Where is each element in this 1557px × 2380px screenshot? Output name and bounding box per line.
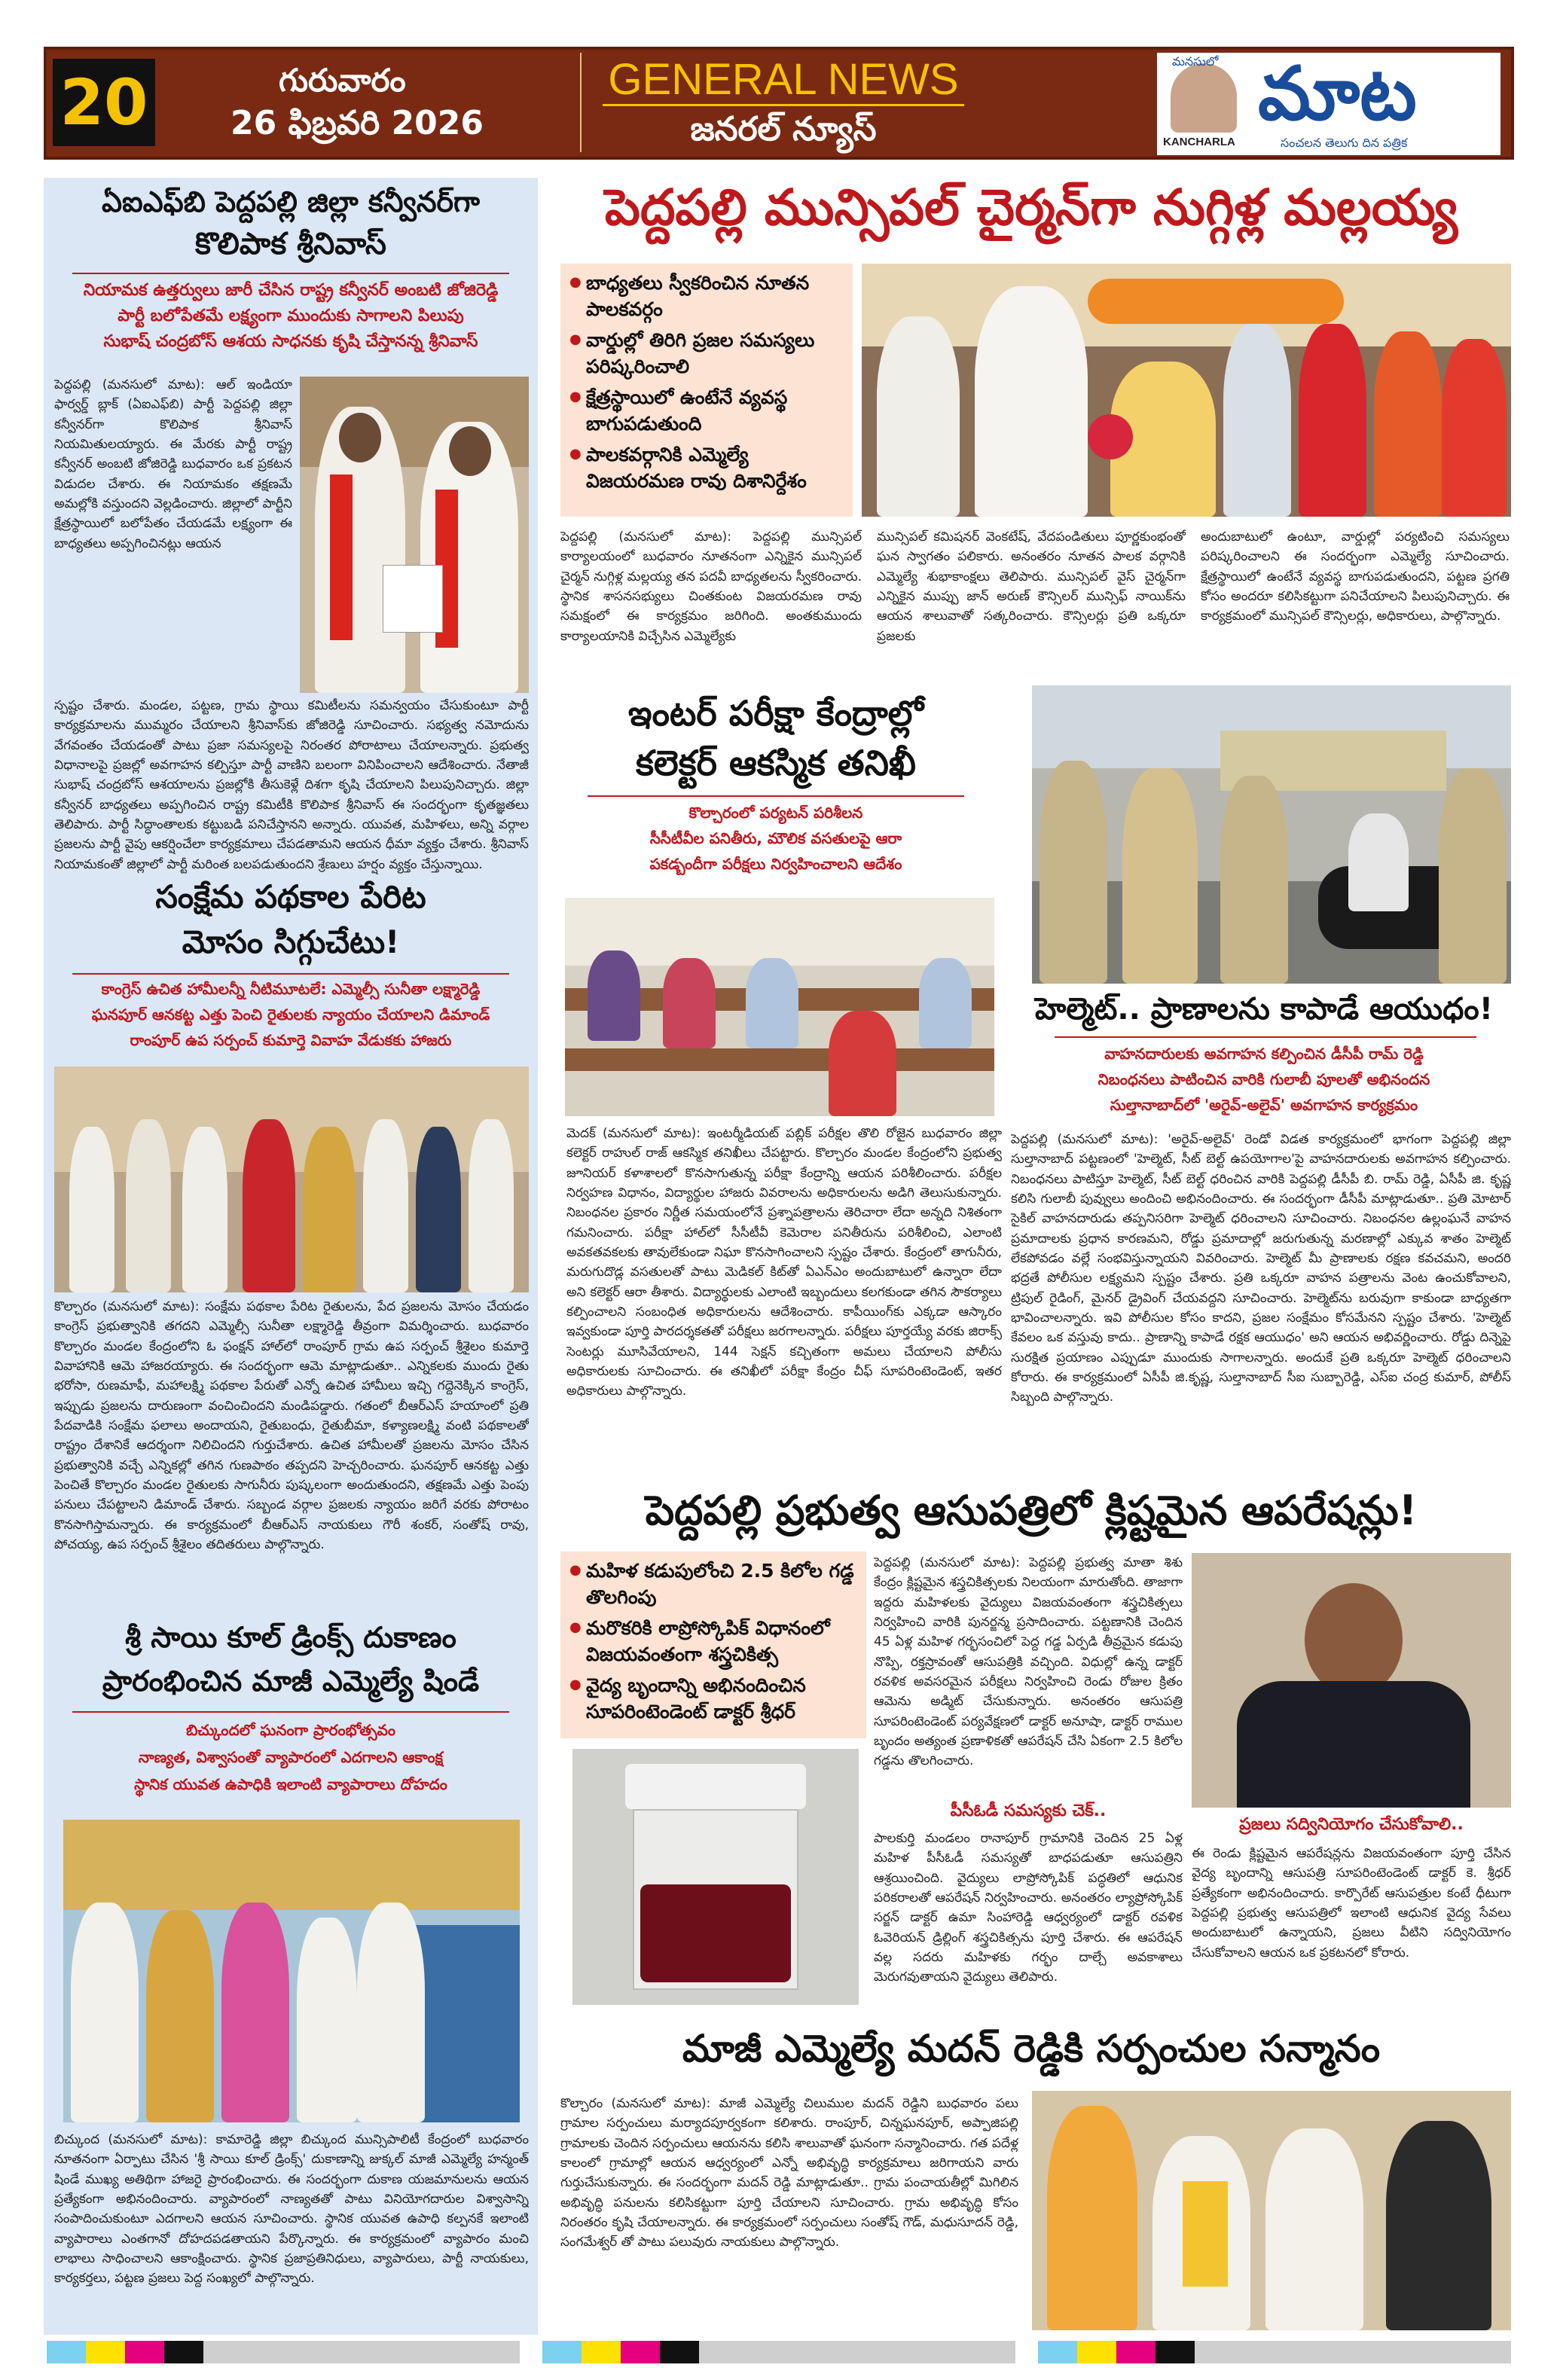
color-registration-mark: [699, 2341, 1015, 2363]
color-registration-mark: [542, 2341, 582, 2363]
a5-body: మెదక్ (మనసులో మాట): ఇంటర్మీడియట్ పబ్లిక్ పరీక్షల తొలి రోజైన బుధవారం జిల్లా కలెక్టర్ రాహుల్ రాజ్ ఆకస్మిక తనిఖీలు చేపట్టారు. కొల్చారం మండల కేంద్రంలోని ప్రభుత్వ జూనియర్ కళాశాలలో కొనసాగుతున్న పరీక్షా కేంద్రాన్ని ఆయన పరిశీలించారు. పరీక్షల నిర్వహణ విధానం, విద్యార్థుల హాజరు వివరాలను అధికారులను అడిగి తెలుసుకున్నారు. నిబంధనల ప్రకారం నిర్ణీత సమయంలోనే ప్రశ్నాపత్రాలను తెరిచారా లేదా అన్నది నిశితంగా గమనించారు. పరీక్షా హాల్‌లో సీసీటీవీ కెమెరాల పనితీరును పరిశీలించి, ఎలాంటి అవకతవకలకు తావులేకుండా నిఘా కొనసాగించాలని స్పష్టం చేశారు. కేంద్రంలో తాగునీరు, మరుగుదొడ్ల వసతులతో పాటు మెడికల్ కిట్‌తో ఏఎన్‌ఎం అందుబాటులో ఉన్నారా లేదా అని కలెక్టర్ ఆరా తీశారు. విద్యార్థులకు ఎలాంటి ఇబ్బందులు కలగకుండా తగిన సౌకర్యాలు కల్పించాలని సంబంధిత అధికారులను ఆదేశించారు. కాపీయింగ్‌కు ఎక్కడా ఆస్కారం ఇవ్వకుండా పూర్తి పారదర్శకతతో పరీక్షలు జరగాలన్నారు. పరీక్షలు పూర్తయ్యే వరకు జిరాక్స్ సెంటర్లు మూసివేయాలని, 144 సెక్షన్ కచ్చితంగా అమలు చేయాలని పోలీసు అధికారులకు సూచించారు. ఈ తనిఖీలో పరీక్షా కేంద్రం చీఫ్ సూపరింటెండెంట్, ఇతర అధికారులు పాల్గొన్నారు.: [566, 1126, 1002, 1399]
a4-title: పెద్దపల్లి మున్సిపల్ చైర్మన్‌గా నుగ్గిళ్ల మల్లయ్య: [604, 178, 1458, 236]
a6-body: పెద్దపల్లి (మనసులో మాట): 'అరైవ్-అలైవ్' రెండో విడత కార్యక్రమంలో భాగంగా పెద్దపల్లి జిల్లా సుల్తానాబాద్ పట్టణంలో 'హెల్మెట్, సీట్ బెల్ట్ ఉపయోగాల'పై వాహనదారులకు అవగాహన కల్పించారు. నిబంధనలు పాటిస్తూ హెల్మెట్, సీట్ బెల్ట్ ధరించిన వారికి పెద్దపల్లి డీసీపీ బి. రామ్ రెడ్డి, ఏసీపీ జి. కృష్ణ కలిసి గులాబీ పువ్వులు అందించి అభినందించారు. ఈ సందర్భంగా డీసీపీ మాట్లాడుతూ.. ప్రతి మోటార్ సైకిల్ వాహనదారుడు తప్పనిసరిగా హెల్మెట్ ధరించాలని సూచించారు. నిబంధనల ఉల్లంఘనే వాహన ప్రమాదాలకు ప్రధాన కారణమని, రోడ్డు ప్రమాదాల్లో జరుగుతున్న మరణాల్లో ఎక్కువ శాతం హెల్మెట్ లేకపోవడం వల్లే సంభవిస్తున్నాయని వివరించారు. హెల్మెట్ మీ ప్రాణాలకు రక్షణ కవచమని, అందరి భద్రతే పోలీసుల లక్ష్యమని స్పష్టం చేశారు. ప్రతి ఒక్కరూ వాహన పత్రాలను వెంట ఉంచుకోవాలని, ట్రిపుల్ రైడింగ్, మైనర్ డ్రైవింగ్ చేయవద్దని సూచించారు. హెల్మెట్‌ను బరువుగా కాకుండా బాధ్యతగా భావించాలన్నారు. ఇవి పోలీసుల కోసం కాదని, ప్రజల సంక్షేమం కోసమేనని స్పష్టం చేశారు. 'హెల్మెట్ కేవలం ఒక వస్తువు కాదు.. ప్రాణాన్ని కాపాడే రక్షక ఆయుధం' అని ఆయన అభివర్ణించారు. రోడ్డు దిన్నెపై సురక్షిత ప్రయాణం ఎప్పుడూ ముందుకు సాగాలన్నారు. అందుకే ప్రతి ఒక్కరూ హెల్మెట్ ధరించాలని కోరారు. ఈ కార్యక్రమంలో ఏసీపీ జి.కృష్ణ, సుల్తానాబాద్ సీఐ సుబ్బారెడ్డి, ఎస్‌ఐ చంద్ర కుమార్, పోలీస్ సిబ్బంది పాల్గొన్నారు.: [1011, 1132, 1511, 1405]
a7-bullet: ● మరొకరికి లాప్రోస్కోపిక్ విధానంలో విజయవంతంగా శస్త్రచికిత్స: [569, 1615, 857, 1668]
a7-doctor-photo: [1192, 1553, 1511, 1808]
paper-owner: KANCHARLA: [1163, 136, 1235, 148]
a7-title: పెద్దపల్లి ప్రభుత్వ ఆసుపత్రిలో క్లిష్టమైన ఆపరేషన్లు!: [645, 1487, 1418, 1534]
color-registration-mark: [660, 2341, 699, 2363]
a2-title-1: సంక్షేమ పథకాల పేరిట: [155, 878, 426, 915]
color-registration-mark: [1116, 2341, 1156, 2363]
a6-sub-1: వాహనదారులకు అవగాహన కల్పించిన డీసీపీ రామ్ రెడ్డి: [1104, 1045, 1424, 1063]
a7-body-3: ఈ రెండు క్లిష్టమైన ఆపరేషన్లను విజయవంతంగా పూర్తి చేసిన వైద్య బృందాన్ని ఆసుపత్రి సూపరింటెండెంట్ డాక్టర్ కె. శ్రీధర్ ప్రత్యేకంగా అభినందించారు. కార్పొరేట్ ఆసుపత్రుల కంటే ధీటుగా పెద్దపల్లి ప్రభుత్వ ఆసుపత్రిలో ఇలాంటి ఆధునిక వైద్య సేవలు అందుబాటులో ఉన్నాయని, ప్రజలు వీటిని సద్వినియోగం చేసుకోవాలని ఆయన ఒక ప్రకటనలో కోరారు.: [1192, 1846, 1511, 1960]
a4-body-2: మున్సిపల్ కమిషనర్ వెంకటేష్, వేదపండితులు పూర్ణకుంభంతో ఘన స్వాగతం పలికారు. అనంతరం నూతన పాలక వర్గానికి ఎమ్మెల్యే శుభాకాంక్షలు తెలిపారు. మున్సిపల్ వైస్ చైర్మన్‌గా ఎన్నికైన ముప్పు జాన్ అరుణ్ కౌన్సిలర్ మున్సిఫ్ నాయిక్‌ను ఆయన శాలువాతో సత్కరించారు. కౌన్సిలర్లు ప్రతి ఒక్కరూ ప్రజలకు: [877, 529, 1186, 644]
a4-highlights: [560, 264, 853, 517]
section-title-en: GENERAL NEWS: [608, 55, 959, 104]
a8-title: మాజీ ఎమ్మెల్యే మదన్ రెడ్డికి సర్పంచుల సన్మానం: [682, 2027, 1381, 2070]
day-label: గురువారం: [279, 62, 406, 99]
a7-body-1: పెద్దపల్లి (మనసులో మాట): పెద్దపల్లి ప్రభుత్వ మాతా శిశు కేంద్రం క్లిష్టమైన శస్త్రచికిత్సలకు నిలయంగా మారుతోంది. తాజాగా ఇద్దరు మహిళలకు వైద్యులు విజయవంతంగా శస్త్రచికిత్సలు నిర్వహించి వారికి పునర్జన్మ ప్రసాదించారు. పట్టణానికి చెందిన 45 ఏళ్ల మహిళ గర్భసంచిలో పెద్ద గడ్డ ఏర్పడి తీవ్రమైన కడుపు నొప్పి, రక్తస్రావంతో ఆసుపత్రికి వచ్చింది. విధుల్లో ఉన్న డాక్టర్ రవళిక అవసరమైన పరీక్షలు నిర్వహించి రెండు రోజుల క్రితం ఆమెను అడ్మిట్ చేసుకున్నారు. అనంతరం ఆసుపత్రి సూపరింటెండెంట్ పర్యవేక్షణలో డాక్టర్ అనూషా, డాక్టర్ రాముల బృందం అత్యంత ప్రణాళికతో ఆపరేషన్ చేసి ఏకంగా 2.5 కిలోల గడ్డను తొలగించారు.: [874, 1555, 1183, 1769]
color-registration-mark: [47, 2341, 86, 2363]
divider: [588, 795, 964, 797]
a4-bullet: ● వార్డుల్లో తిరిగి ప్రజల సమస్యలు పరిష్కరించాలి: [569, 327, 844, 380]
a4-photo: [862, 264, 1511, 517]
founder-portrait: [1171, 63, 1237, 133]
a3-body: బిచ్కుంద (మనసులో మాట): కామారెడ్డి జిల్లా బిచ్కుంద మున్సిపాలిటీ కేంద్రంలో బుధవారం నూతనంగా ఏర్పాటు చేసిన 'శ్రీ సాయి కూల్ డ్రింక్స్' దుకాణాన్ని జుక్కల్ మాజీ ఎమ్మెల్యే హన్మంత్ షిండే ముఖ్య అతిథిగా హాజరై ప్రారంభించారు. ఈ సందర్భంగా దుకాణ యజమానులను ఆయన ప్రత్యేకంగా అభినందించారు. వ్యాపారంలో నాణ్యతతో పాటు వినియోగదారుల విశ్వాసాన్ని సంపాదించుకుంటూ ఎదగాలని ఆయన సూచించారు. స్థానిక యువత ఉపాధి కల్పనకే ఇలాంటి వ్యాపారాలు ఎంతగానో దోహదపడతాయని పేర్కొన్నారు. ఈ కార్యక్రమంలో వ్యాపారం మంచి లాభాలు సాధించాలని ఆకాంక్షించారు. స్థానిక ప్రజాప్రతినిధులు, వ్యాపారులు, పార్టీ నాయకులు, కార్యకర్తలు, పట్టణ ప్రజలు పెద్ద సంఖ్యలో పాల్గొన్నారు.: [54, 2132, 529, 2287]
a2-sub-2: ఘనపూర్ ఆనకట్ట ఎత్తు పెంచి రైతులకు న్యాయం చేయాలని డిమాండ్: [91, 1005, 490, 1024]
a7-bullet: ● వైద్య బృందాన్ని అభినందించిన సూపరింటెండెంట్ డాక్టర్ శ్రీధర్: [569, 1672, 857, 1725]
a1-photo: [300, 377, 529, 693]
a4-bullet: ● బాధ్యతలు స్వీకరించిన నూతన పాలకవర్గం: [569, 270, 844, 322]
a2-sub-3: రాంపూర్ ఉప సర్పంచ్ కుమార్తె వివాహ వేడుకకు హాజరు: [130, 1031, 452, 1049]
color-registration-mark: [582, 2341, 621, 2363]
color-registration-mark: [203, 2341, 520, 2363]
a7-highlights: [560, 1552, 866, 1738]
paper-name: మాట: [1258, 51, 1417, 137]
section-underline: [603, 104, 964, 106]
color-registration-mark: [86, 2341, 125, 2363]
a5-sub-2: సీసీటీవీల పనితీరు, మౌలిక వసతులపై ఆరా: [649, 829, 902, 847]
a8-photo: [1032, 2091, 1511, 2330]
page-number: 20: [53, 59, 155, 146]
a1-title-1: ఏఐఎఫ్‌బి పెద్దపల్లి జిల్లా కన్వీనర్‌గా: [101, 185, 481, 218]
a6-title: హెల్మెట్.. ప్రాణాలను కాపాడే ఆయుధం!: [1035, 992, 1493, 1027]
divider: [72, 973, 509, 975]
a5-title-2: కలెక్టర్ ఆకస్మిక తనిఖీ: [636, 743, 916, 783]
a8-body: కొల్చారం (మనసులో మాట): మాజీ ఎమ్మెల్యే చిలుముల మదన్ రెడ్డిని బుధవారం పలు గ్రామాల సర్పంచులు మర్యాదపూర్వకంగా కలిశారు. రాంపూర్, చిన్నఘనపూర్, అప్పాజిపల్లి గ్రామాలకు చెందిన సర్పంచులు ఆయనను కలిసి శాలువాతో ఘనంగా సన్మానించారు. గత పదేళ్ల కాలంలో గ్రామాల్లో ఆయన ఆధ్వర్యంలో ఎన్నో అభివృద్ధి కార్యక్రమాలు జరిగాయని వారు గుర్తుచేసుకున్నారు. ఈ సందర్భంగా మదన్ రెడ్డి మాట్లాడుతూ.. గ్రామ పంచాయతీల్లో మిగిలిన అభివృద్ధి పనులను కలిసికట్టుగా పూర్తి చేయాలని సూచించారు. గ్రామ అభివృద్ధి కోసం నిరంతరం కృషి చేయాలన్నారు. ఈ కార్యక్రమంలో సర్పంచులు సంతోష్ గౌడ్, మధుసూదన్ రెడ్డి, సంగమేశ్వర్ తో పాటు పలువురు నాయకులు పాల్గొన్నారు.: [560, 2096, 1018, 2250]
a2-title-2: మోసం సిగ్గుచేటు!: [182, 923, 400, 960]
color-registration-mark: [1077, 2341, 1116, 2363]
a6-photo: [1032, 685, 1511, 984]
a3-sub-3: స్థానిక యువత ఉపాధికి ఇలాంటి వ్యాపారాలు దోహదం: [134, 1775, 447, 1793]
color-registration-mark: [1195, 2341, 1511, 2363]
a6-sub-2: నిబంధనలు పాటించిన వారికి గులాబీ పూలతో అభినందన: [1098, 1070, 1430, 1088]
a3-sub-2: నాణ్యత, విశ్వాసంతో వ్యాపారంలో ఎదగాలని ఆకాంక్ష: [138, 1748, 444, 1766]
a6-sub-3: సుల్తానాబాద్‌లో 'అరైవ్-అలైవ్' అవగాహన కార్యక్రమం: [1110, 1096, 1418, 1114]
a7-bullet: ● మహిళ కడుపులోంచి 2.5 కిలోల గడ్డ తొలగింపు: [569, 1558, 857, 1610]
a7-body-2: పాలకుర్తి మండలం రానాపూర్ గ్రామానికి చెందిన 25 ఏళ్ల మహిళ పీసీఓడీ సమస్యతో బాధపడుతూ ఆసుపత్రిని ఆశ్రయించింది. వైద్యులు లాప్రోస్కోపిక్ పద్ధతిలో ఆధునిక పరికరాలతో ఆపరేషన్ నిర్వహించారు. అనంతరం ల్యాప్రోస్కోపిక్ సర్జన్ డాక్టర్ ఉమా సింహారెడ్డి ఆధ్వర్యంలో డాక్టర్ రవళిక ఓవెరియన్ డ్రిల్లింగ్ శస్త్రచికిత్సను పూర్తి చేశారు. ఈ ఆపరేషన్ వల్ల సదరు మహిళకు గర్భం దాల్చే అవకాశాలు మెరుగవుతాయని వైద్యులు తెలిపారు.: [874, 1831, 1183, 1985]
a3-title-2: ప్రారంభించిన మాజీ ఎమ్మెల్యే షిండే: [102, 1664, 480, 1698]
paper-tagline: సంచలన తెలుగు దిన పత్రిక: [1281, 136, 1408, 150]
a1-sub-1: నియామక ఉత్తర్వులు జారీ చేసిన రాష్ట్ర కన్వీనర్ అంబటి జోజిరెడ్డి: [83, 281, 499, 300]
a1-sub-2: పార్టీ బలోపేతమే లక్ష్యంగా ముందుకు సాగాలని పిలుపు: [118, 307, 464, 325]
section-title-te: జనరల్ న్యూస్: [690, 110, 877, 148]
a5-title-1: ఇంటర్ పరీక్షా కేంద్రాల్లో: [627, 693, 924, 734]
color-registration-mark: [1038, 2341, 1077, 2363]
a1-sub-3: సుభాష్ చంద్రబోస్ ఆశయ సాధనకు కృషి చేస్తానన్న శ్రీనివాస్: [103, 332, 478, 351]
paper-name-prefix: మనసులో: [1172, 54, 1219, 69]
a4-bullet: ● క్షేత్రస్థాయిలో ఉంటేనే వ్యవస్థ బాగుపడుతుంది: [569, 384, 844, 437]
divider: [72, 1711, 509, 1713]
color-registration-mark: [164, 2341, 203, 2363]
color-registration-mark: [621, 2341, 660, 2363]
a5-photo: [565, 898, 994, 1116]
a4-bullet: ● పాలకవర్గానికి ఎమ్మెల్యే విజయరమణ రావు దిశానిర్దేశం: [569, 441, 844, 494]
a4-body-1: పెద్దపల్లి (మనసులో మాట): పెద్దపల్లి మున్సిపల్ కార్యాలయంలో బుధవారం నూతనంగా ఎన్నికైన మున్సిపల్ చైర్మన్ నుగ్గిళ్ల మల్లయ్య తన పదవీ బాధ్యతలను స్వీకరించారు. స్థానిక శాసనసభ్యులు చింతకుంట విజయరమణ రావు సమక్షంలో ఈ కార్యక్రమం జరిగింది. అంతకుముందు కార్యాలయానికి విచ్చేసిన ఎమ్మెల్యేకు: [560, 529, 862, 644]
a7-specimen-photo: [572, 1749, 859, 2005]
a2-sub-1: కాంగ్రెస్ ఉచిత హామీలన్నీ నీటిమూటలే: ఎమ్మెల్సీ సునీతా లక్ష్మారెడ్డి: [101, 980, 481, 998]
a1-body-intro: పెద్దపల్లి (మనసులో మాట): ఆల్ ఇండియా ఫార్వర్డ్ బ్లాక్ (ఏఐఎఫ్‌బి) పార్టీ పెద్దపల్లి జిల్లా కన్వీనర్‌గా కొలిపాక శ్రీనివాస్ నియమితులయ్యారు. ఈ మేరకు పార్టీ రాష్ట్ర కన్వీనర్ అంబటి జోజిరెడ్డి బుధవారం ఒక ప్రకటన విడుదల చేశారు. ఈ నియామకం తక్షణమే అమల్లోకి వస్తుందని వెల్లడించారు. జిల్లాలో పార్టీని క్షేత్రస్థాయిలో బలోపేతం చేయడమే లక్ష్యంగా ఈ బాధ్యతలు అప్పగించినట్లు ఆయన: [54, 377, 292, 551]
color-registration-mark: [125, 2341, 164, 2363]
a3-sub-1: బిచ్కుందలో ఘనంగా ప్రారంభోత్సవం: [186, 1721, 395, 1739]
color-registration-mark: [1156, 2341, 1195, 2363]
date-label: 26 ఫిబ్రవరి 2026: [230, 104, 484, 142]
header-divider: [580, 53, 582, 152]
a3-photo: [63, 1820, 520, 2122]
a2-photo: [54, 1066, 529, 1292]
a4-body-3: అందుబాటులో ఉంటూ, వార్డుల్లో పర్యటించి సమస్యలు పరిష్కరించాలని ఈ సందర్భంగా ఎమ్మెల్యే సూచించారు. క్షేత్రస్థాయిలో ఉంటేనే వ్యవస్థ బాగుపడుతుందని, పట్టణ ప్రగతి కోసం అందరూ కలిసికట్టుగా పనిచేయాలని పిలుపునిచ్చారు. ఈ కార్యక్రమంలో మున్సిపల్ కౌన్సిలర్లు, అధికారులు, పాల్గొన్నారు.: [1201, 529, 1510, 624]
a5-sub-3: పకడ్బందీగా పరీక్షలు నిర్వహించాలని ఆదేశం: [649, 855, 902, 873]
divider: [72, 273, 509, 274]
a2-body: కొల్చారం (మనసులో మాట): సంక్షేమ పథకాల పేరిట రైతులను, పేద ప్రజలను మోసం చేయడం కాంగ్రెస్ ప్రభుత్వానికి తగదని ఎమ్మెల్సీ సునీతా లక్ష్మారెడ్డి తీవ్రంగా విమర్శించారు. బుధవారం కొల్చారం మండల కేంద్రంలోని ఓ ఫంక్షన్ హాల్‌లో రాంపూర్ గ్రామ ఉప సర్పంచ్ శ్రీశైలం కుమార్తె వివాహానికి ఆమె హాజరయ్యారు. ఈ సందర్భంగా ఆమె మాట్లాడుతూ.. ఎన్నికలకు ముందు రైతు భరోసా, రుణమాఫీ, మహాలక్ష్మి పథకాల పేరుతో ఎన్నో ఉచిత హామీలు ఇచ్చి గద్దెనెక్కిన కాంగ్రెస్, ఇప్పుడు ప్రజలను దారుణంగా వంచించిందని మండిపడ్డారు. గతంలో బీఆర్‌ఎస్ హయాంలో ప్రతి పేదవాడికి సంక్షేమ ఫలాలు అందాయని, రైతుబంధు, రైతుబీమా, కళ్యాణలక్ష్మి వంటి పథకాలతో రాష్ట్రం దేశానికే ఆదర్శంగా నిలిచిందని గుర్తుచేశారు. ఉచిత హామీలతో ప్రజలను మోసం చేసిన ప్రభుత్వానికి వచ్చే ఎన్నికల్లో తగిన గుణపాఠం తప్పదని హెచ్చరించారు. ఘనపూర్ ఆనకట్ట ఎత్తు పెంచితే కొల్చారం మండల రైతులకు సాగునీరు పుష్కలంగా అందుతుందని, తక్షణమే ఎత్తు పెంపు పనులు చేపట్టాలని డిమాండ్ చేశారు. సబ్బండ వర్గాల ప్రజలకు న్యాయం జరిగే వరకు పోరాటం కొనసాగిస్తామన్నారు. ఈ కార్యక్రమంలో బీఆర్‌ఎస్ నాయకులు గౌరీ శంకర్, సంతోష్ రావు, పోచయ్య, ఉప సర్పంచ్ శ్రీశైలం తదితరులు పాల్గొన్నారు.: [54, 1299, 529, 1553]
a5-sub-1: కొల్చారంలో పర్యటన్ పరిశీలన: [688, 804, 863, 822]
a1-body-main: స్పష్టం చేశారు. మండల, పట్టణ, గ్రామ స్థాయి కమిటీలను సమన్వయం చేసుకుంటూ పార్టీ కార్యక్రమాలను ముమ్మరం చేయాలని శ్రీనివాస్‌కు జోజిరెడ్డి సూచించారు. సభ్యత్వ నమోదును వేగవంతం చేయడంతో పాటు ప్రజా సమస్యలపై నిరంతర పోరాటాలు చేయాలన్నారు. ప్రభుత్వ విధానాలపై ప్రజల్లో అవగాహన కల్పిస్తూ పార్టీ వాణిని బలంగా వినిపించాలని ఆదేశించారు. నేతాజీ సుభాష్ చంద్రబోస్ ఆశయాలను ప్రజల్లోకి తీసుకెళ్లే దిశగా కృషి చేయాలని పిలుపునిచ్చారు. జిల్లా కన్వీనర్ బాధ్యతలు అప్పగించిన రాష్ట్ర కమిటీకి కొలిపాక శ్రీనివాస్ ఈ సందర్భంగా కృతజ్ఞతలు తెలిపారు. పార్టీ సిద్ధాంతాలకు కట్టుబడి పనిచేస్తానని అన్నారు. యువత, మహిళలు, అన్ని వర్గాల ప్రజలను పార్టీ వైపు ఆకర్షించేలా కార్యక్రమాలు చేపడతామని ఆయన ధీమా వ్యక్తం చేశారు. శ్రీనివాస్ నియామకంతో జిల్లాలో పార్టీ మరింత బలపడుతుందని శ్రేణులు హర్షం వ్యక్తం చేస్తున్నాయి.: [54, 698, 529, 872]
a1-title-2: కొలిపాక శ్రీనివాస్: [195, 227, 386, 261]
a7-photo-caption: ప్రజలు సద్వినియోగం చేసుకోవాలి..: [1239, 1815, 1464, 1834]
a3-title-1: శ్రీ సాయి కూల్ డ్రింక్స్ దుకాణం: [125, 1621, 456, 1654]
divider: [1055, 1036, 1476, 1038]
a7-pcod-heading: పీసీఓడీ సమస్యకు చెక్..: [950, 1802, 1107, 1820]
